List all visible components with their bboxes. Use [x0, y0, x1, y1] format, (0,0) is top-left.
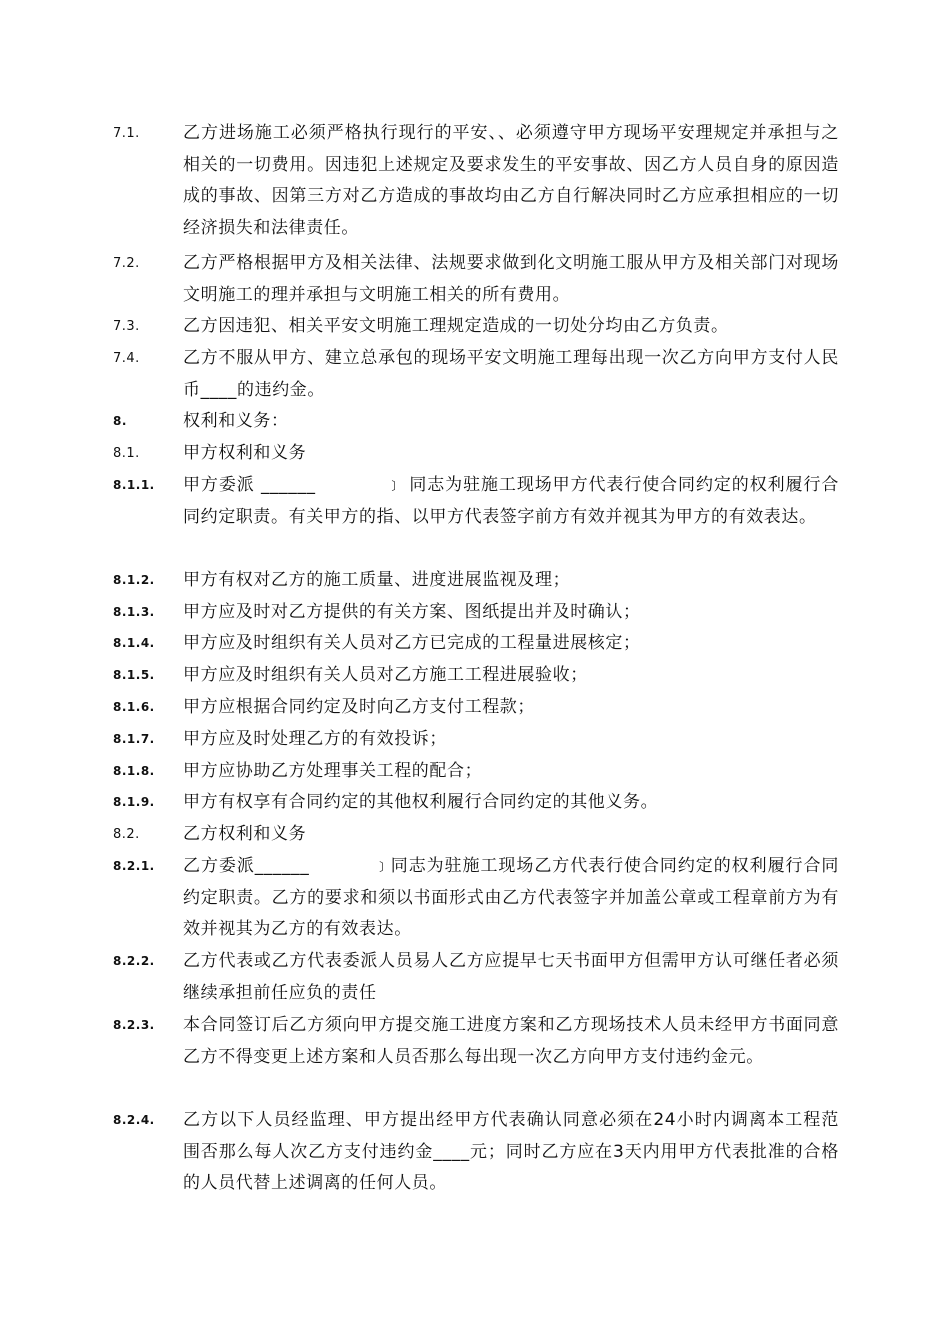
clause-number: 8.1.5.: [113, 668, 155, 682]
clause-number: 8.1.: [113, 446, 140, 461]
clause-text: 乙方委派______ ﹞同志为驻施工现场乙方代表行使合同约定的权利履行合同约定职责。乙方的要求和须以书面形式由乙方代表签字并加盖公章或工程章前方为有效并视其为乙方的有效表达。: [183, 856, 839, 939]
clause-number: 8.2.4.: [113, 1113, 155, 1127]
clause-text: 甲方应根据合同约定及时向乙方支付工程款；: [183, 697, 535, 717]
clause-number: 8.1.9.: [113, 795, 155, 809]
clause-number: 8.2.2.: [113, 954, 155, 968]
clause-text: 甲方应及时处理乙方的有效投诉；: [183, 729, 447, 749]
clause-text: 甲方有权对乙方的施工质量、进度进展监视及理；: [183, 570, 571, 590]
clause-number: 8.1.8.: [113, 764, 155, 778]
clause-text: 甲方委派 ______ ﹞ 同志为驻施工现场甲方代表行使合同约定的权利履行合同约定职责。有关甲方的指、以甲方代表签字前方有效并视其为甲方的有效表达。: [183, 475, 839, 527]
clause-text: 甲方应及时组织有关人员对乙方施工工程进展验收；: [183, 665, 588, 685]
clause-text: 乙方代表或乙方代表委派人员易人乙方应提早七天书面甲方但需甲方认可继任者必须继续承担前任应负的责任: [183, 951, 839, 1003]
clause-text: 本合同签订后乙方须向甲方提交施工进度方案和乙方现场技术人员未经甲方书面同意乙方不得变更上述方案和人员否那么每出现一次乙方向甲方支付违约金元。: [183, 1015, 839, 1067]
clause-text: 甲方有权享有合同约定的其他权利履行合同约定的其他义务。: [183, 792, 659, 812]
clause-text: 乙方因违犯、相关平安文明施工理规定造成的一切处分均由乙方负责。: [183, 316, 729, 336]
clause-number: 8.1.1.: [113, 478, 155, 492]
clause-number: 8.1.7.: [113, 732, 155, 746]
clause-number: 8.1.6.: [113, 700, 155, 714]
clause-number: 7.3.: [113, 319, 140, 334]
clause-text: 乙方严格根据甲方及相关法律、法规要求做到化文明施工服从甲方及相关部门对现场文明施工的理并承担与文明施工相关的所有费用。: [183, 253, 839, 305]
clause-text: 乙方进场施工必须严格执行现行的平安、、必须遵守甲方现场平安理规定并承担与之相关的一切费用。因违犯上述规定及要求发生的平安事故、因乙方人员自身的原因造成的事故、因第三方对乙方造成的事故均由乙方自行解决同时乙方应承担相应的一切经济损失和法律责任。: [183, 123, 839, 238]
clause-text: 乙方权利和义务: [183, 824, 307, 844]
clause-number: 8.2.: [113, 827, 140, 842]
clause-number: 8.: [113, 414, 127, 428]
clause-number: 8.2.3.: [113, 1018, 155, 1032]
clause-number: 8.2.1.: [113, 859, 155, 873]
clause-text: 乙方以下人员经监理、甲方提出经甲方代表确认同意必须在24小时内调离本工程范围否那么每人次乙方支付违约金____元；同时乙方应在3天内用甲方代表批准的合格的人员代替上述调离的任何人员。: [183, 1110, 839, 1193]
clause-number: 8.1.3.: [113, 605, 155, 619]
clause-number: 7.2.: [113, 256, 140, 271]
clause-text: 甲方应协助乙方处理事关工程的配合；: [183, 761, 483, 781]
clause-text: 甲方应及时组织有关人员对乙方已完成的工程量进展核定；: [183, 633, 641, 653]
clause-text: 甲方权利和义务: [183, 443, 307, 463]
clause-number: 7.4.: [113, 351, 140, 366]
clause-text: 乙方不服从甲方、建立总承包的现场平安文明施工理每出现一次乙方向甲方支付人民币____的违约金。: [183, 348, 839, 400]
clause-number: 8.1.2.: [113, 573, 155, 587]
clause-number: 7.1.: [113, 126, 140, 141]
clause-text: 甲方应及时对乙方提供的有关方案、图纸提出并及时确认；: [183, 602, 641, 622]
clause-text: 权利和义务：: [183, 411, 289, 431]
clause-number: 8.1.4.: [113, 636, 155, 650]
